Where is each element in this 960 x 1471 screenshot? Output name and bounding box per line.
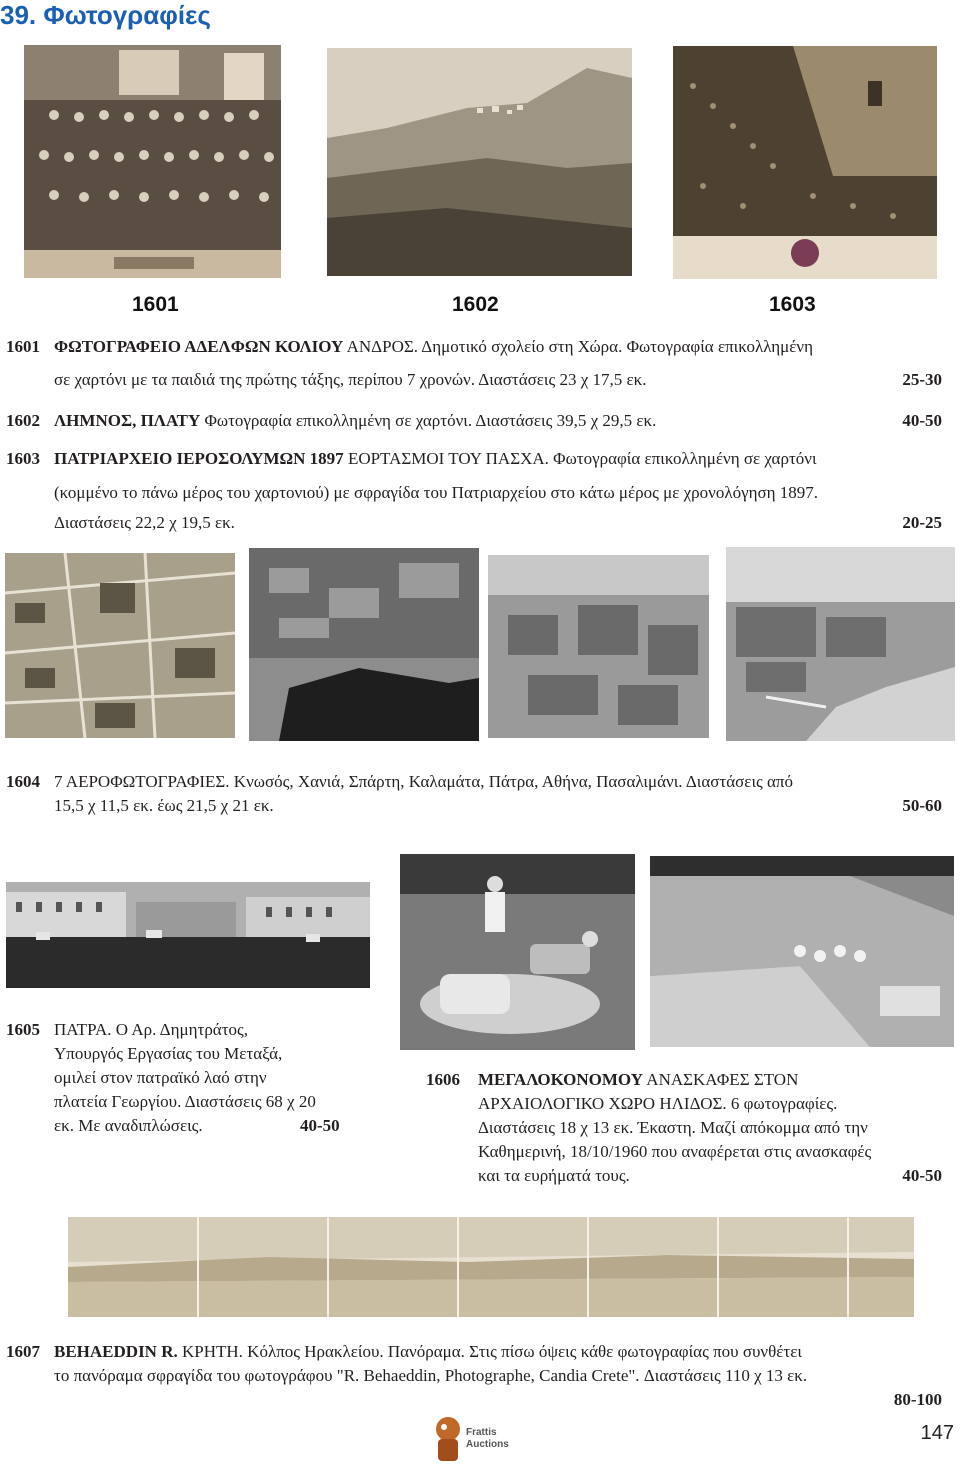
lot-1607-line2: το πανόραμα σφραγίδα του φωτογράφου "R. Behaeddin, Photographe, Candia Crete". Διαστάσεις 110 χ 13 εκ. xyxy=(54,1366,808,1385)
photo-1607-heraklion-panorama xyxy=(68,1217,914,1317)
lot-1606-line5: και τα ευρήματά τους. xyxy=(478,1166,630,1185)
lot-1603-title: ΠΑΤΡΙΑΡΧΕΙΟ ΙΕΡΟΣΟΛΥΜΩΝ 1897 xyxy=(54,449,344,468)
frattis-auctions-logo xyxy=(432,1413,527,1465)
lot-1602-line1 xyxy=(54,408,656,434)
lot-1606-line3: Διαστάσεις 18 χ 13 εκ. Έκαστη. Μαζί απόκομμα από την xyxy=(478,1118,868,1137)
lot-number-1604: 1604 xyxy=(6,772,40,791)
lot-1606-line1-rest: ΑΝΑΣΚΑΦΕΣ ΣΤΟΝ xyxy=(642,1070,799,1089)
lot-number-1601: 1601 xyxy=(6,337,40,356)
lot-1607-photographer: BEHAEDDIN R. xyxy=(54,1342,178,1361)
lot-1605-line1: ΠΑΤΡΑ. Ο Αρ. Δημητράτος, xyxy=(54,1020,249,1039)
lot-1602-price: 40-50 xyxy=(902,411,942,430)
photo-1604-aerial-1 xyxy=(5,553,235,738)
lot-1607-price: 80-100 xyxy=(893,1390,942,1409)
lot-1606-price: 40-50 xyxy=(902,1166,942,1185)
photo-1606-excavation-2 xyxy=(650,856,954,1047)
lot-1601-price: 25-30 xyxy=(902,370,942,389)
lot-1605-line3: ομιλεί στον πατραϊκό λαό στην xyxy=(54,1068,267,1087)
lot-number-1606: 1606 xyxy=(426,1070,460,1089)
lot-1602-title: ΛΗΜΝΟΣ, ΠΛΑΤΥ xyxy=(54,411,201,430)
lot-number-1605: 1605 xyxy=(6,1020,40,1039)
lot-1604-line2: 15,5 χ 11,5 εκ. έως 21,5 χ 21 εκ. xyxy=(54,796,274,815)
lot-1601-photographer: ΦΩΤΟΓΡΑΦΕΙΟ ΑΔΕΛΦΩΝ ΚΟΛΙΟΥ xyxy=(54,337,344,356)
lot-1607-line1-rest: ΚΡΗΤΗ. Κόλπος Ηρακλείου. Πανόραμα. Στις πίσω όψεις κάθε φωτογραφίας που συνθέτει xyxy=(177,1342,802,1361)
photo-1604-aerial-3 xyxy=(488,555,709,738)
lot-1602-rest: Φωτογραφία επικολλημένη σε χαρτόνι. Διαστάσεις 39,5 χ 29,5 εκ. xyxy=(200,411,657,430)
lot-1605-price: 40-50 xyxy=(300,1116,340,1135)
lot-1603-line3: Διαστάσεις 22,2 χ 19,5 εκ. xyxy=(54,513,235,532)
caption-label-1603: 1603 xyxy=(769,293,816,316)
photo-1604-aerial-2 xyxy=(249,548,479,741)
caption-label-1601: 1601 xyxy=(132,293,179,316)
caption-label-1602: 1602 xyxy=(452,293,499,316)
lot-1603-line1-rest: ΕΟΡΤΑΣΜΟΙ ΤΟΥ ΠΑΣΧΑ. Φωτογραφία επικολλημένη σε χαρτόνι xyxy=(343,449,817,468)
photo-1604-aerial-4 xyxy=(726,547,955,741)
lot-1603-line2: (κομμένο το πάνω μέρος του χαρτονιού) με σφραγίδα του Πατριαρχείου στο κάτω μέρος με χρονολόγηση 1897. xyxy=(54,483,819,502)
page-number: 147 xyxy=(920,1422,954,1444)
lot-1606-line1 xyxy=(478,1067,798,1093)
lot-number-1607: 1607 xyxy=(6,1342,40,1361)
lot-1605-line2: Υπουργός Εργασίας του Μεταξά, xyxy=(54,1044,283,1063)
lot-1601-line2: σε χαρτόνι με τα παιδιά της πρώτης τάξης, περίπου 7 χρονών. Διαστάσεις 23 χ 17,5 εκ. xyxy=(54,370,647,389)
lot-1601-line1-rest: ΑΝΔΡΟΣ. Δημοτικό σχολείο στη Χώρα. Φωτογραφία επικολλημένη xyxy=(343,337,814,356)
lot-1601-line1 xyxy=(54,334,813,360)
lot-1603-price: 20-25 xyxy=(902,513,942,532)
lot-number-1603: 1603 xyxy=(6,449,40,468)
lot-1604-price: 50-60 xyxy=(902,796,942,815)
lot-1604-line1: 7 ΑΕΡΟΦΩΤΟΓΡΑΦΙΕΣ. Κνωσός, Χανιά, Σπάρτη, Καλαμάτα, Πάτρα, Αθήνα, Πασαλιμάνι. Διαστάσεις από xyxy=(54,772,793,791)
lot-1605-line4: πλατεία Γεωργίου. Διαστάσεις 68 χ 20 xyxy=(54,1092,316,1111)
photo-1606-excavation-1 xyxy=(400,854,635,1050)
lot-1607-line1 xyxy=(54,1339,802,1365)
lot-1606-line4: Καθημερινή, 18/10/1960 που αναφέρεται στις ανασκαφές xyxy=(478,1142,872,1161)
photo-1602-limnos xyxy=(327,48,632,276)
lot-number-1602: 1602 xyxy=(6,411,40,430)
section-title: 39. Φωτογραφίες xyxy=(0,0,211,30)
lot-1606-photographer: ΜΕΓΑΛΟΚΟΝΟΜΟΥ xyxy=(478,1070,643,1089)
photo-1603-jerusalem-patriarchate xyxy=(673,46,937,279)
logo-line2: Auctions xyxy=(466,1439,509,1450)
lot-1603-line1 xyxy=(54,446,817,472)
photo-1605-patra-square xyxy=(6,882,370,988)
lot-1606-line2: ΑΡΧΑΙΟΛΟΓΙΚΟ ΧΩΡΟ ΗΛΙΔΟΣ. 6 φωτογραφίες. xyxy=(478,1094,838,1113)
photo-1601-school-class xyxy=(24,45,281,278)
logo-line1: Frattis xyxy=(466,1427,497,1438)
lot-1605-line5: εκ. Με αναδιπλώσεις. xyxy=(54,1116,203,1135)
